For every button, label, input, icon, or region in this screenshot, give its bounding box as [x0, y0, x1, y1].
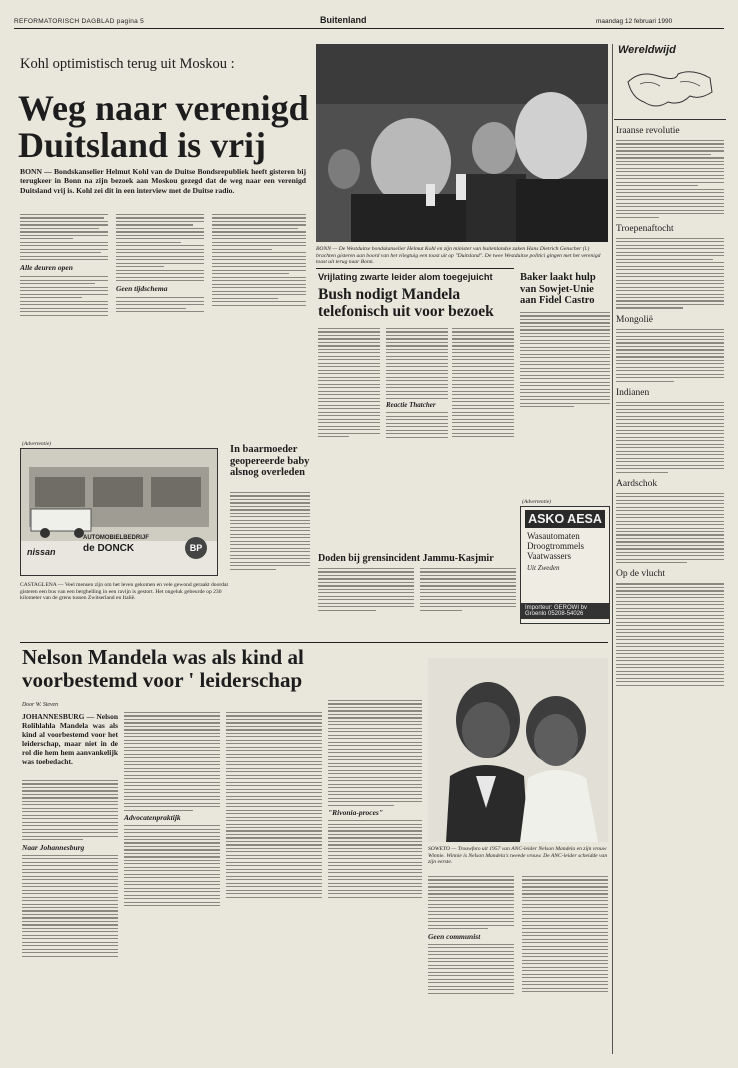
bush-subhead: Reactie Thatcher [386, 401, 436, 410]
header-paper-name: REFORMATORISCH DAGBLAD pagina 5 [14, 18, 145, 25]
mandela-subhead-2: Advocatenpraktijk [124, 813, 181, 823]
mandela-column-6 [522, 876, 608, 1060]
nissan-logo: nissan [27, 547, 56, 557]
birth-headline: In baarmoeder geopereerde baby alsnog overleden [230, 444, 310, 478]
baker-headline: Baker laakt hulp van Sowjet-Unie aan Fidel Castro [520, 272, 596, 306]
lead-subhead-1: Alle deuren open [20, 263, 73, 273]
mandela-wedding-photo [428, 658, 608, 842]
lead-headline-2: Duitsland is vrij [18, 125, 267, 165]
wereldwijd-section-5: Aardschok [616, 478, 658, 489]
asko-phone: Groenlo 05208-54026 [525, 611, 584, 617]
kashmir-column-2 [420, 568, 516, 636]
lead-column-1 [20, 214, 108, 432]
bush-column-1 [318, 328, 380, 544]
header-date: maandag 12 februari 1990 [596, 18, 673, 25]
lead-subhead-2: Geen tijdschema [116, 284, 168, 294]
wereldwijd-label: Wereldwijd [618, 44, 676, 56]
mandela-headline-1: Nelson Mandela was als kind al [22, 645, 304, 669]
lead-column-3 [212, 214, 306, 432]
kohl-genscher-photo [316, 44, 608, 242]
bush-column-3 [452, 328, 514, 544]
birth-body [230, 492, 310, 642]
advert-2-label: (Advertentie) [522, 499, 552, 505]
header-section: Buitenland [320, 15, 367, 25]
mandela-photo-caption: SOWETO — Trouwfoto uit 1957 van ANC-leider Nelson Mandela en zijn vrouw Winnie. Winnie is Nelson Mandela's tweede vrouw. De ANC-leider scheidde van zijn eerste. [428, 846, 608, 866]
header-rule [14, 28, 724, 29]
globe-map-icon [620, 62, 720, 116]
mandela-column-2 [124, 712, 220, 1060]
advert-1-label: (Advertentie) [22, 441, 52, 447]
lead-column-2 [116, 214, 204, 432]
kohl-photo-caption: BONN — De Westduitse bondskanselier Helmut Kohl en zijn minister van buitenlandse zaken Hans Dietrich Genscher (l.) brachten gisteren aan boord van het vliegtuig een toast uit op "Duitsland". De twee Westduitse politici gingen met het verenigd toast uit terug naar Bonn. [316, 246, 601, 266]
asko-products: Wasautomaten Droogtrommels Vaatwassers [527, 531, 584, 561]
wereldwijd-section-4: Indianen [616, 387, 650, 398]
bush-kicker: Vrijlating zwarte leider alom toegejuicht [318, 272, 493, 282]
asko-importer: Importeur: GEROWI bv [525, 605, 588, 611]
mandela-subhead-4: Geen communist [428, 931, 481, 941]
dealer-company: AUTOMOBIELBEDRIJF [83, 535, 149, 541]
column-divider [612, 44, 613, 1054]
lead-intro: BONN — Bondskanselier Helmut Kohl van de Duitse Bondsrepubliek heeft gisteren bij terugkeer in Bonn na zijn bezoek aan Moskou gezegd dat de weg naar een verenigd Duitsland vrij is. Kohl zei dit in een interview met de Duitse radio. [20, 167, 306, 195]
kashmir-column-1 [318, 568, 414, 636]
mandela-column-1 [22, 780, 118, 1060]
dealer-brand: de DONCK [83, 543, 135, 554]
asko-advert[interactable] [520, 506, 610, 624]
wereldwijd-section-1: Iraanse revolutie [616, 126, 680, 136]
baker-body [520, 312, 610, 496]
wereldwijd-header [614, 44, 726, 120]
wereldwijd-section-2: Troepenaftocht [616, 223, 674, 234]
lead-headline-1: Weg naar verenigd [18, 88, 309, 128]
mandela-subhead-1: Naar Johannesburg [22, 842, 85, 852]
bush-column-2 [386, 328, 448, 544]
mandela-column-5 [428, 876, 514, 1060]
bush-headline: Bush nodigt Mandela telefonisch uit voor bezoek [318, 286, 494, 320]
mandela-column-4 [328, 700, 422, 1060]
wereldwijd-column [616, 126, 724, 1066]
asko-brand: ASKO AESA [525, 510, 605, 528]
mandela-column-3 [226, 712, 322, 1060]
bush-rule [316, 268, 514, 269]
mandela-headline-2: voorbestemd voor ' leiderschap [22, 668, 303, 692]
mandela-intro: JOHANNESBURG — Nelson Rolihlahla Mandela was als kind al voorbestemd voor het leiderschap, maar niet in de rol die hem hem aanvankelijk was toebedacht. [22, 712, 118, 766]
castaglena-caption: CASTAGLENA — Veel mensen zijn om het leven gekomen en vele gewond geraakt doordat gisteren een bus van een berghelling in een ravijn is gestort. Het ongeluk gebeurde op 230 kilometer van de grens tussen Zwitserland en Italië. [20, 582, 229, 602]
mandela-byline: Door W. Steven [22, 702, 59, 708]
lead-kicker: Kohl optimistisch terug uit Moskou : [20, 56, 235, 72]
asko-tagline: Uit Zweden [527, 564, 560, 572]
car-dealer-advert[interactable] [20, 448, 218, 576]
mandela-subhead-3: "Rivonia-proces" [328, 808, 383, 818]
kashmir-headline: Doden bij grensincident Jammu-Kasjmir [318, 553, 494, 564]
wereldwijd-section-3: Mongolië [616, 314, 653, 325]
wereldwijd-section-6: Op de vlucht [616, 569, 666, 580]
mandela-rule [20, 642, 608, 643]
bp-logo: BP [185, 537, 207, 559]
